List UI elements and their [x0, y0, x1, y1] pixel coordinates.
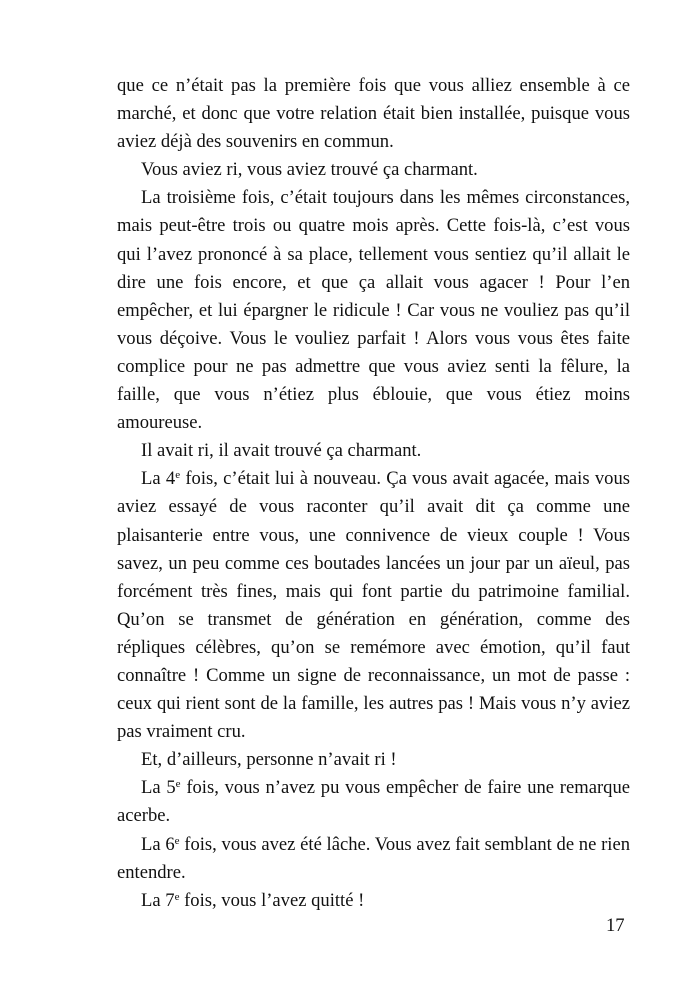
paragraph-7-prefix: La — [141, 777, 167, 799]
ordinal-6: 6 — [165, 833, 175, 855]
paragraph-8-text: fois, vous avez été lâche. Vous avez fait semblant de ne rien entendre. — [117, 833, 630, 883]
ordinal-5: 5 — [166, 777, 176, 799]
ordinal-7-suffix: e — [174, 890, 180, 903]
paragraph-6: Et, d’ailleurs, personne n’avait ri ! — [141, 749, 397, 771]
ordinal-4: 4 — [165, 468, 176, 490]
paragraph-7 — [117, 774, 630, 830]
paragraph-8-prefix: La — [141, 833, 166, 855]
paragraph-9-prefix: La — [141, 889, 166, 911]
ordinal-6-suffix: e — [174, 834, 180, 847]
paragraph-2: Vous aviez ri, vous aviez trouvé ça charmant. — [141, 159, 478, 181]
ordinal-4-suffix: e — [175, 469, 181, 482]
paragraph-3: La troisième fois, c’était toujours dans les mêmes circonstances, mais peut-être trois ou quatre mois après. Cette fois-là, c’est vous qui l’avez prononcé à sa place, tellement vous sentiez qu’il allait le dire une fois encore, et que ça allait vous agacer ! Pour l’en empêcher, et lui épargner le ridicule ! Car vous ne vouliez pas qu’il vous déçoive. Vous le vouliez parfait ! Alors vous vous êtes faite complice pour ne pas admettre que vous aviez senti la fêlure, la faille, que vous n’étiez plus éblouie, que vous étiez moins amoureuse. — [117, 187, 630, 434]
paragraph-4: Il avait ri, il avait trouvé ça charmant. — [141, 440, 422, 462]
body-text — [117, 72, 630, 915]
ordinal-7: 7 — [165, 889, 175, 911]
paragraph-5 — [117, 465, 630, 746]
paragraph-8 — [117, 831, 630, 887]
paragraph-9 — [117, 887, 630, 915]
paragraph-7-text: fois, vous n’avez pu vous empêcher de faire une remarque acerbe. — [117, 777, 630, 827]
ordinal-5-suffix: e — [175, 778, 181, 791]
page-number: 17 — [606, 915, 625, 936]
paragraph-5-text: fois, c’était lui à nouveau. Ça vous avait agacée, mais vous aviez essayé de vous raconter qu’il avait dit ça comme une plaisanterie entre vous, une connivence de vieux couple ! Vous savez, un peu comme ces boutades lancées un jour par un aïeul, pas forcément très fines, mais qui font partie du patrimoine familial. Qu’on se transmet de génération en génération, comme des répliques célèbres, qu’on se remémore avec émotion, qu’il faut connaître ! Comme un signe de reconnaissance, un mot de passe : ceux qui rient sont de la famille, les autres pas ! Mais vous n’y aviez pas vraiment cru. — [117, 468, 630, 743]
paragraph-1: que ce n’était pas la première fois que vous alliez ensemble à ce marché, et donc que votre relation était bien installée, puisque vous aviez déjà des souvenirs en commun. — [117, 75, 630, 153]
paragraph-9-text: fois, vous l’avez quitté ! — [179, 889, 365, 911]
paragraph-5-prefix: La — [141, 468, 166, 490]
